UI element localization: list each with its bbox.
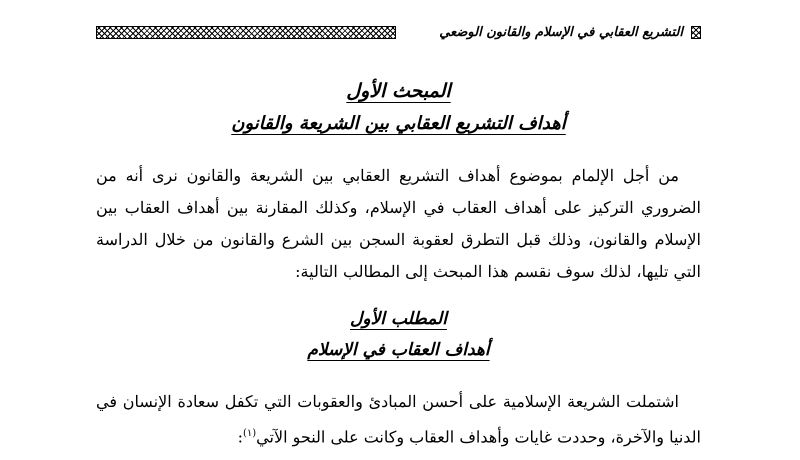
body-paragraph-end: : — [237, 427, 243, 447]
intro-paragraph — [96, 160, 701, 288]
subsection-subtitle-text: أهداف العقاب في الإسلام — [307, 340, 490, 360]
header-pattern-left — [96, 26, 396, 39]
body-paragraph — [96, 386, 701, 453]
header-title: التشريع العقابي في الإسلام والقانون الوضعي — [435, 22, 687, 44]
page-header — [96, 22, 701, 44]
subsection-title-text: المطلب الأول — [350, 309, 447, 329]
subsection-title — [96, 309, 701, 329]
subsection-subtitle — [96, 340, 701, 360]
intro-paragraph-text: من أجل الإلمام بموضوع أهداف التشريع العقابي بين الشريعة والقانون نرى أنه من الضروري التركيز على أهداف العقاب في الإسلام، وكذلك المقارنة بين أهداف العقاب بين الإسلام والقانون، وذلك قبل التطرق لعقوبة السجن بين الشرع والقانون من خلال الدراسة التي تليها، لذلك سوف نقسم هذا المبحث إلى المطالب التالية: — [96, 166, 701, 281]
header-pattern-right — [691, 26, 701, 39]
section-subtitle-text: أهداف التشريع العقابي بين الشريعة والقانون — [231, 113, 566, 134]
section-title-text: المبحث الأول — [346, 80, 451, 102]
section-title — [96, 80, 701, 102]
section-subtitle — [96, 113, 701, 134]
body-paragraph-text: اشتملت الشريعة الإسلامية على أحسن المبادئ والعقوبات التي تكفل سعادة الإنسان في الدنيا والآخرة، وحددت غايات وأهداف العقاب وكانت على النحو الآتي — [96, 392, 701, 447]
footnote-ref: (١) — [242, 428, 257, 439]
